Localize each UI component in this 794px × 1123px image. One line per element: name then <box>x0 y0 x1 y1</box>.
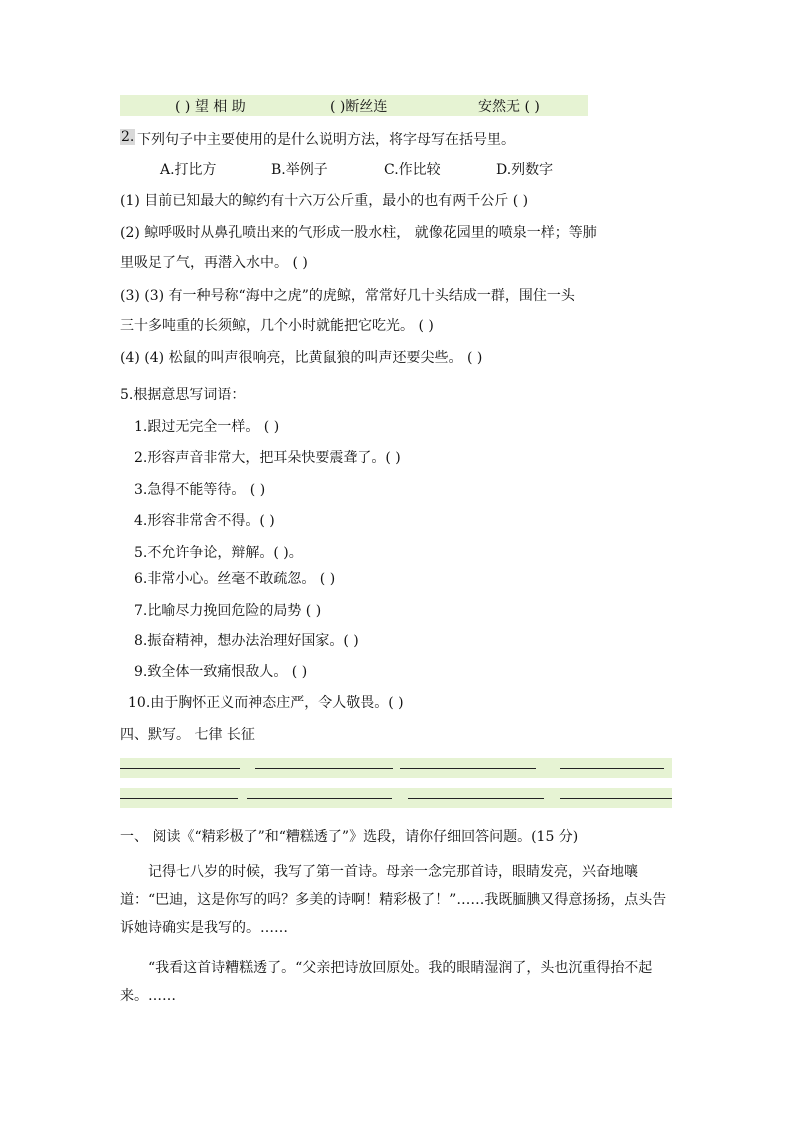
q5-item-1: 1.跟过无完全一样。 ( ) <box>134 419 280 435</box>
question-2-number: 2. <box>121 129 135 145</box>
q2-sentence-2a: (2) 鲸呼吸时从鼻孔喷出来的气形成一股水柱， 就像花园里的喷泉一样；等肺 <box>120 225 597 241</box>
q5-item-7: 7.比喻尽力挽回危险的局势 ( ) <box>134 603 322 619</box>
idiom-blank-3: 安然无 ( ) <box>478 99 540 115</box>
reading-title: 一、 阅读《“精彩极了”和“糟糕透了”》选段，请你仔细回答问题。(15 分) <box>120 829 579 845</box>
q2-sentence-1: (1) 目前已知最大的鲸约有十六万公斤重，最小的也有两千公斤 ( ) <box>120 193 529 209</box>
q5-item-3: 3.急得不能等待。 ( ) <box>134 482 266 498</box>
q5-item-9: 9.致全体一致痛恨敌人。 ( ) <box>134 664 308 680</box>
option-a: A.打比方 <box>160 162 217 178</box>
option-d: D.列数字 <box>496 162 554 178</box>
blank-line <box>400 768 536 769</box>
q5-item-5: 5.不允许争论，辩解。( )。 <box>134 545 303 561</box>
blank-line <box>255 768 393 769</box>
idiom-blank-1: ( ) 望 相 助 <box>175 99 246 115</box>
blank-line <box>120 768 240 769</box>
q5-item-2: 2.形容声音非常大，把耳朵快要震聋了。( ) <box>134 450 401 466</box>
blank-line <box>247 798 392 799</box>
blank-line <box>560 798 672 799</box>
q2-sentence-4: (4) (4) 松鼠的叫声很响亮，比黄鼠狼的叫声还要尖些。 ( ) <box>120 350 483 366</box>
q5-item-4: 4.形容非常舍不得。( ) <box>134 513 275 529</box>
q2-sentence-2b: 里吸足了气，再潜入水中。 ( ) <box>120 255 308 271</box>
q2-sentence-3b: 三十多吨重的长须鲸，几个小时就能把它吃光。 ( ) <box>120 318 434 334</box>
q2-sentence-3a: (3) (3) 有一种号称“海中之虎”的虎鲸，常常好几十头结成一群，围住一头 <box>120 288 575 304</box>
blank-line <box>408 798 544 799</box>
option-c: C.作比较 <box>384 162 441 178</box>
q5-item-8: 8.振奋精神，想办法治理好国家。( ) <box>134 633 359 649</box>
writing-line-1 <box>120 758 672 778</box>
option-b: B.举例子 <box>271 162 328 178</box>
blank-line <box>560 768 664 769</box>
question-5-title: 5.根据意思写词语： <box>120 387 246 403</box>
q5-item-10: 10.由于胸怀正义而神态庄严，令人敬畏。( ) <box>128 695 404 711</box>
reading-paragraph-2: “我看这首诗糟糕透了。“父亲把诗放回原处。我的眼睛湿润了，头也沉重得抬不起来。…… <box>120 960 653 1004</box>
writing-line-2 <box>120 788 672 808</box>
idiom-blank-2: ( )断丝连 <box>330 99 388 115</box>
blank-line <box>120 798 238 799</box>
question-2-prompt: 下列句子中主要使用的是什么说明方法，将字母写在括号里。 <box>137 132 515 148</box>
q5-item-6: 6.非常小心。丝毫不敢疏忽。 ( ) <box>134 571 336 587</box>
reading-paragraph-1: 记得七八岁的时候，我写了第一首诗。母亲一念完那首诗，眼睛发亮，兴奋地嚷道：“巴迪，这是你写的吗？多美的诗啊！精彩极了！”……我既腼腆又得意扬扬，点头告诉她诗确实是我写的。…… <box>120 864 667 936</box>
section-4-title: 四、默写。 七律 长征 <box>120 727 255 743</box>
